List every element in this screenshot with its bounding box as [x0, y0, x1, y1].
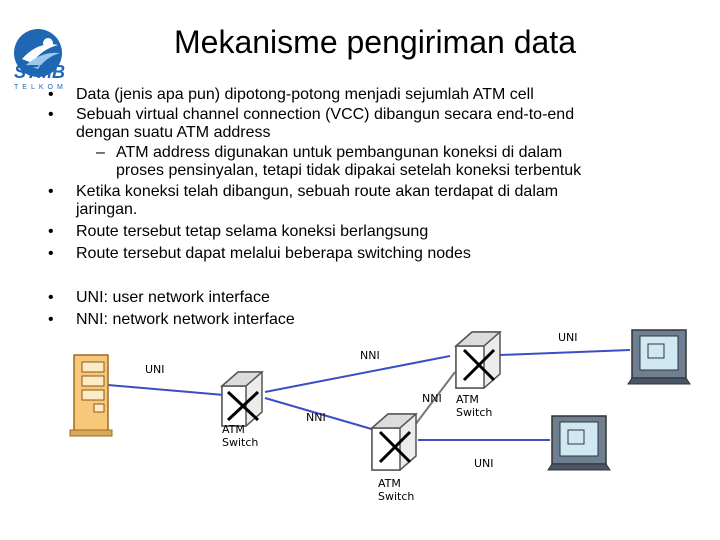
atm-switch-bottom-icon	[372, 414, 416, 470]
label-atm-switch-right-line1: ATM	[456, 393, 479, 406]
label-nni-right: NNI	[422, 392, 442, 405]
logo-subtext: TELKOM	[14, 84, 67, 91]
label-uni-left: UNI	[145, 363, 165, 376]
label-atm-switch-bottom-line1: ATM	[378, 477, 401, 490]
link-switch-right-to-terminal-top	[500, 350, 630, 355]
server-icon	[70, 355, 112, 436]
terminal-top-right-icon	[628, 330, 690, 384]
label-atm-switch-right-line2: Switch	[456, 406, 493, 419]
slide-title: Mekanisme pengiriman data	[174, 24, 576, 60]
label-uni-bottom: UNI	[474, 457, 494, 470]
label-uni-top-right: UNI	[558, 331, 578, 344]
atm-switch-right-icon	[456, 332, 500, 388]
link-server-to-switch-left	[108, 385, 224, 395]
label-atm-switch-left-line1: ATM	[222, 423, 245, 436]
label-nni-top: NNI	[360, 349, 380, 362]
logo-text: STMB	[14, 62, 65, 82]
atm-switch-left-icon	[222, 372, 262, 426]
terminal-bottom-right-icon	[548, 416, 610, 470]
link-switch-left-to-switch-right	[265, 356, 450, 392]
label-nni-middle: NNI	[306, 411, 326, 424]
label-atm-switch-left-line2: Switch	[222, 436, 259, 449]
label-atm-switch-bottom-line2: Switch	[378, 490, 415, 503]
